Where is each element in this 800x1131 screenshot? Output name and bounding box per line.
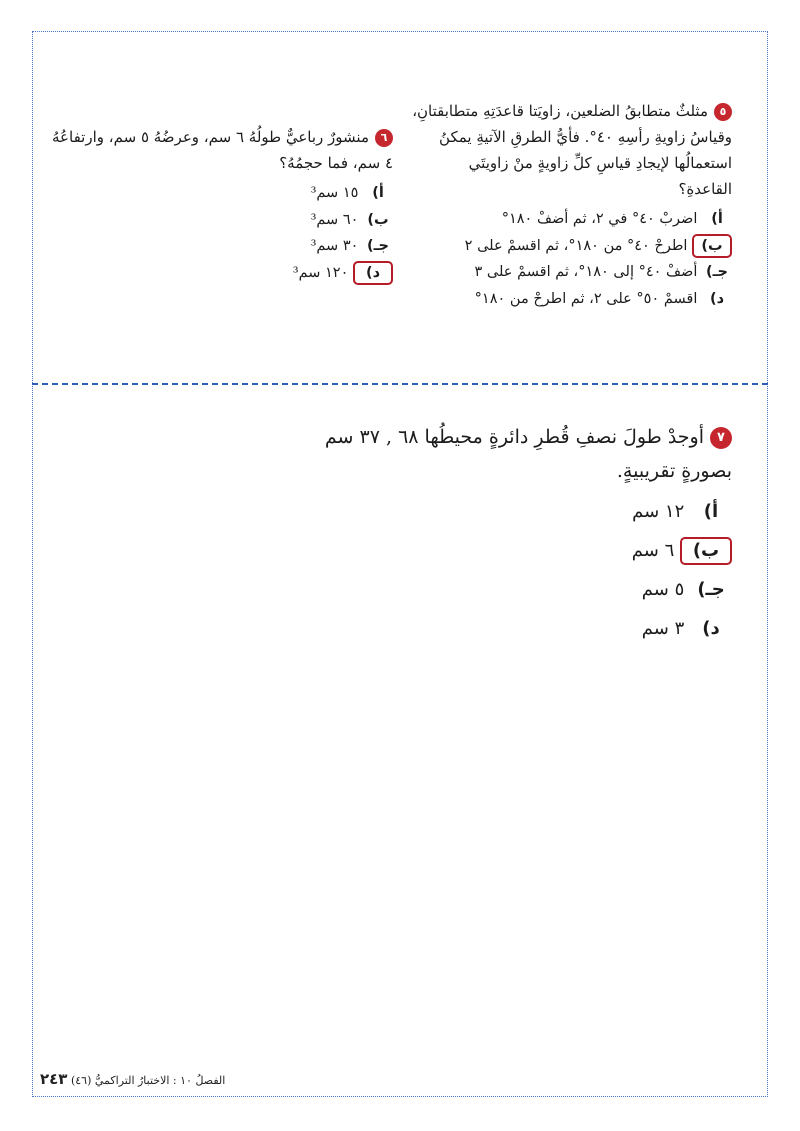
option-letter: جـ): [697, 579, 725, 600]
option-letter: د): [709, 290, 725, 307]
option-text: ٣ سم: [641, 618, 685, 639]
question-6-options: [48, 180, 393, 286]
question-7-number: ٧: [710, 427, 732, 449]
option-b-selected[interactable]: [397, 233, 732, 260]
option-c[interactable]: [397, 259, 732, 286]
question-6-stem: [48, 124, 393, 176]
option-text: ٥ سم: [641, 579, 685, 600]
option-text: ٦ سم: [631, 540, 675, 561]
option-text: ١٥ سم³: [310, 185, 359, 201]
option-text: ٦٠ سم³: [310, 211, 359, 228]
option-d[interactable]: [232, 609, 732, 648]
option-letter: جـ): [366, 238, 390, 254]
option-letter: جـ): [705, 264, 729, 280]
option-a[interactable]: [232, 492, 732, 531]
option-b[interactable]: [48, 207, 393, 234]
option-letter: د): [702, 618, 720, 639]
page-number: ٢٤٣: [40, 1070, 68, 1088]
option-c[interactable]: [232, 570, 732, 609]
footer-chapter: الفصلُ ١٠ : الاختبارُ التراكميُّ (٤٦): [70, 1074, 226, 1087]
option-text: ١٢ سم: [632, 501, 685, 522]
option-c[interactable]: [48, 233, 393, 260]
question-5-line: القاعدةِ؟: [678, 180, 732, 198]
option-letter: أ): [711, 211, 723, 227]
option-a[interactable]: [48, 180, 393, 207]
question-5: [397, 98, 732, 312]
page-footer: [40, 1070, 225, 1088]
question-5-number: ٥: [714, 103, 732, 121]
option-d[interactable]: [397, 286, 732, 313]
question-5-options: [397, 206, 732, 312]
option-letter-selected: ب): [692, 234, 732, 258]
section-divider: [32, 383, 768, 385]
option-d-selected[interactable]: [48, 260, 393, 287]
question-5-line: استعمالُها لإيجادِ قياسِ كلِّ زاويةٍ منْ زاويتَي: [468, 154, 732, 172]
question-7-options: [232, 492, 732, 648]
option-letter: أ): [372, 185, 384, 201]
option-text: اضربْ ٤٠° في ٢، ثم أضفْ ١٨٠°: [501, 211, 698, 227]
option-text: ٣٠ سم³: [310, 238, 359, 254]
option-letter: أ): [703, 501, 719, 522]
question-7: [232, 420, 732, 648]
question-7-stem: [232, 420, 732, 488]
option-text: ١٢٠ سم³: [292, 264, 349, 281]
question-6: [48, 124, 393, 286]
option-letter-selected: د): [353, 261, 393, 285]
question-6-number: ٦: [375, 129, 393, 147]
question-7-line: بصورةٍ تقريبيةٍ.: [616, 460, 732, 482]
option-letter: ب): [367, 211, 389, 228]
option-b-selected[interactable]: [232, 531, 732, 570]
option-text: أضفْ ٤٠° إلى ١٨٠°، ثم اقسمْ على ٣: [474, 264, 698, 280]
question-5-stem: [397, 98, 732, 202]
question-5-line: وقياسُ زاويةِ رأسِهِ ٤٠°. فأيُّ الطرقِ الآتيةِ يمكنُ: [439, 128, 732, 146]
option-text: اطرحْ ٤٠° من ١٨٠°، ثم اقسمْ على ٢: [464, 237, 688, 254]
question-7-line: أوجدْ طولَ نصفِ قُطرِ دائرةٍ محيطُها ٦٨ , ٣٧ سم: [324, 426, 704, 448]
question-5-line: مثلثٌ متطابقُ الضلعين، زاويَتا قاعدَتِهِ متطابقتانِ،: [412, 102, 708, 120]
option-text: اقسمْ ٥٠° على ٢، ثم اطرحْ من ١٨٠°: [474, 290, 698, 307]
option-a[interactable]: [397, 206, 732, 233]
option-letter-selected: ب): [680, 537, 732, 565]
question-6-line: منشورٌ رباعيٌّ طولُهُ ٦ سم، وعرضُهُ ٥ سم، وارتفاعُهُ: [52, 128, 369, 146]
question-6-line: ٤ سم، فما حجمُهُ؟: [279, 154, 393, 172]
